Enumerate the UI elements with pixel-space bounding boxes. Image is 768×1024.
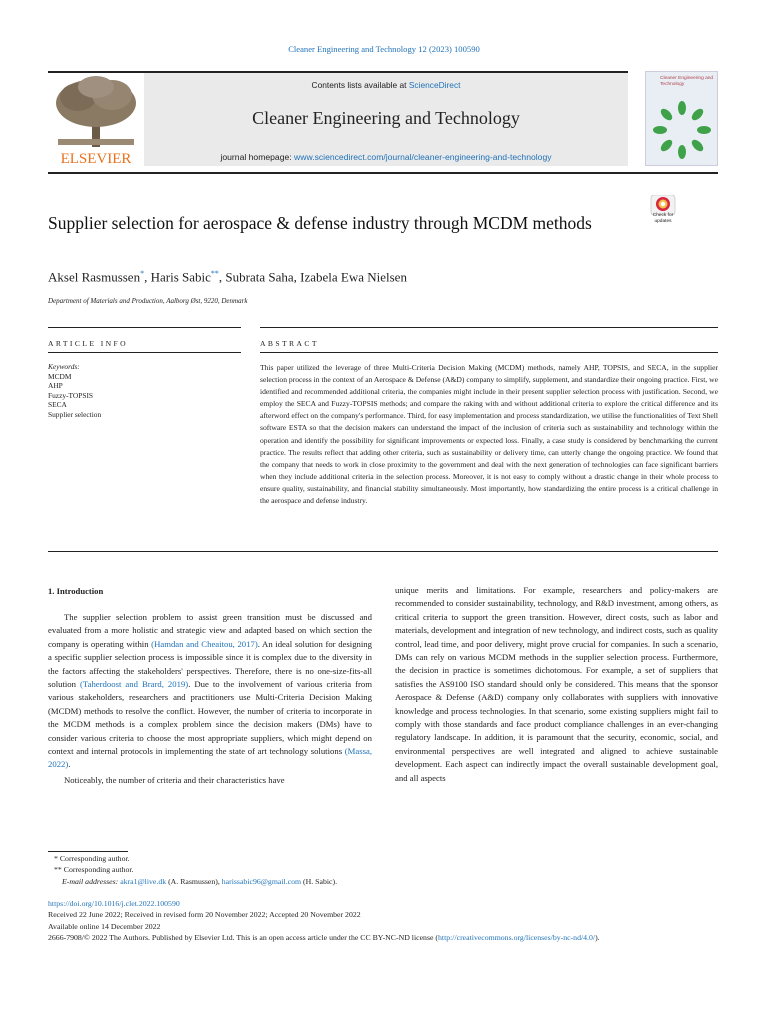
article-info-heading: ARTICLE INFO <box>48 339 129 348</box>
homepage-label: journal homepage: <box>220 152 295 162</box>
journal-cover-thumbnail[interactable] <box>645 71 718 166</box>
email-label: E-mail addresses: <box>62 876 121 886</box>
email-owner: (H. Sabic). <box>301 876 338 886</box>
email-owner: (A. Rasmussen), <box>166 876 222 886</box>
author-name: Aksel Rasmussen <box>48 269 141 285</box>
email-link[interactable]: akra1@live.dk <box>120 876 167 886</box>
contents-prefix: Contents lists available at <box>311 80 409 90</box>
crossmark-icon <box>648 195 678 215</box>
paragraph-text: . <box>68 759 71 770</box>
license-text: 2666-7908/© 2022 The Authors. Published by Elsevier Ltd. This is an open access article under the CC BY-NC-ND license ( <box>48 933 438 943</box>
paragraph-text: . Due to the involvement of various criteria from various stakeholders, researchers and practitioners use Multi-Criteria Decision Making (MCDM) methods to resolve the conflict. However, the number of criteria to incorporate in the MCDM methods is a complex problem since the decision makers (DMs) have to consider various criteria to choose the most appropriate suppliers, which might depend on context and internal protocols in implementing the state of art technology solutions <box>48 679 372 757</box>
citation-link[interactable]: (Taherdoost and Brard, 2019) <box>80 679 189 690</box>
license-text: ). <box>595 933 600 943</box>
footnote: * Corresponding author. <box>54 854 130 863</box>
journal-homepage-link[interactable]: www.sciencedirect.com/journal/cleaner-engineering-and-technology <box>294 152 552 162</box>
keywords-block <box>48 362 238 420</box>
keyword: Fuzzy-TOPSIS <box>48 390 94 400</box>
article-history: Received 22 June 2022; Received in revised form 20 November 2022; Accepted 20 November 2022 <box>48 910 361 920</box>
footnote-divider <box>48 851 128 852</box>
abstract-text: This paper utilized the leverage of three Multi-Criteria Decision Making (MCDM) methods, namely AHP, TOPSIS, and SECA, in the supplier selection process in the context of an Aerospace & Defense (A&D) company to simplify, supplement, and standardize their ongoing practice. First, we identified and recommended additional criteria, the companies might include in their present supplier selection process with justification. Second, we employ the SECA and Fuzzy-TOPSIS methods; and compare the raking with and without additional criteria to explore the critical difference and its afterword effect on the company's performance. Third, for easy implementation and process standardization, we utilise the functionalities of Text Shell software ESTA so that the decision makers can understand the impact of the inclusion of criteria such as sustainability and technology within the operation and identify the possibility for significant improvements or expected loss. Finally, a case study is considered by benchmarking the current practice. The results reflect that adding other criteria, such as sustainability or delivery time, can utterly change the ongoing practice. We found that the company that needs to work in close proximity to the government and deal with the next generation of technologies can face significant barriers when they include additional criteria in the selection process. Moreover, it is not easy to comply without a drastic change in their whole process to ensure quality, sustainability, and financial stability simultaneously. Most importantly, how standardizing the entire process is a critical challenge in the aerospace and defense industry. <box>260 363 719 506</box>
email-link[interactable]: harissabic96@gmail.com <box>221 876 302 886</box>
cover-title: Cleaner Engineering and Technology <box>660 76 714 87</box>
doi-link[interactable]: https://doi.org/10.1016/j.clet.2022.100590 <box>48 899 180 908</box>
keywords-label: Keywords: <box>48 362 80 371</box>
divider <box>260 327 718 328</box>
header-top-rule <box>48 71 628 168</box>
header-bottom-rule <box>48 172 718 174</box>
author-list: Aksel Rasmussen*, Haris Sabic**, Subrata Saha, Izabela Ewa Nielsen <box>48 269 407 285</box>
keyword: AHP <box>48 381 63 391</box>
sciencedirect-link[interactable]: ScienceDirect <box>408 80 461 90</box>
check-for-updates-label: Check for updates <box>652 213 674 224</box>
email-footnote <box>48 876 718 887</box>
author-name: Subrata Saha <box>225 269 294 285</box>
divider <box>48 327 241 328</box>
footnotes <box>48 853 718 887</box>
corresponding-mark[interactable]: * <box>140 269 145 278</box>
divider <box>48 551 718 552</box>
paragraph <box>48 611 372 772</box>
corresponding-mark[interactable]: ** <box>210 269 219 278</box>
section-heading: 1. Introduction <box>48 586 104 596</box>
paragraph: Noticeably, the number of criteria and their characteristics have <box>64 774 285 785</box>
citation-link[interactable]: (Massa, 2022) <box>48 746 372 770</box>
abstract-heading: ABSTRACT <box>260 339 319 348</box>
paragraph-text: The supplier selection problem to assist green transition must be discussed and evaluated from a more holistic and strategic view and adapted based on which section the company is operating within <box>48 612 372 649</box>
keyword: SECA <box>48 400 67 410</box>
license-statement <box>48 932 718 943</box>
article-title: Supplier selection for aerospace & defense industry through MCDM methods <box>48 213 592 233</box>
publisher-wordmark: ELSEVIER <box>60 151 132 166</box>
journal-reference[interactable]: Cleaner Engineering and Technology 12 (2023) 100590 <box>288 44 480 54</box>
online-date: Available online 14 December 2022 <box>48 921 161 931</box>
cover-leaf-ring-icon <box>650 98 714 162</box>
license-link[interactable]: http://creativecommons.org/licenses/by-nc-nd/4.0/ <box>438 933 596 943</box>
body-column-right <box>395 584 718 785</box>
divider <box>260 352 718 353</box>
body-column-left <box>48 611 372 787</box>
keyword: MCDM <box>48 371 72 381</box>
author-name: Haris Sabic <box>150 269 211 285</box>
divider <box>48 352 241 353</box>
author-name: Izabela Ewa Nielsen <box>300 269 407 285</box>
citation-link[interactable]: (Hamdan and Cheaitou, 2017) <box>151 638 258 649</box>
article-footer <box>48 898 718 944</box>
paragraph-text: . An ideal solution for designing a specific supplier selection process is impossible since it is complex due to the diversity in the factors affecting the stakeholders' perspectives. Therefore, there is no one-size-fits-all solution <box>48 638 372 690</box>
paragraph: unique merits and limitations. For example, researchers and policy-makers are recommended to consider sustainability, technology, and R&D investment, among others, as critical criteria to support the green transition. However, direct costs, such as labor and materials, development and integration of new technology, and indirect costs, such as quality control, lead time, and poor delivery, might prove crucial for companies. In such a scenario, DMs can rely on various MCDM methods in the supplier selection process. Furthermore, the decision in practice is sometimes dichotomous. For example, a set of suppliers that satisfies the AS9100 ISO standard should only be considered. This means that the sponsor Aerospace & Defense (A&D) company only collaborates with suppliers with innovative knowledge and process technologies. In that scenario, some existing suppliers might fail to comply with those standards and face product compliance challenges in an ever-changing regulatory landscape. In addition, it is paramount that the security, economic, social, and environmental perspectives are well integrated and aligned to achieve sustainable development. Each aspect can indirectly impact the overall sustainable development goal, and all aspects <box>395 585 718 783</box>
affiliation: Department of Materials and Production, Aalborg Øst, 9220, Denmark <box>48 297 248 305</box>
footnote: ** Corresponding author. <box>54 865 134 875</box>
keyword: Supplier selection <box>48 409 102 419</box>
journal-name: Cleaner Engineering and Technology <box>252 108 520 128</box>
